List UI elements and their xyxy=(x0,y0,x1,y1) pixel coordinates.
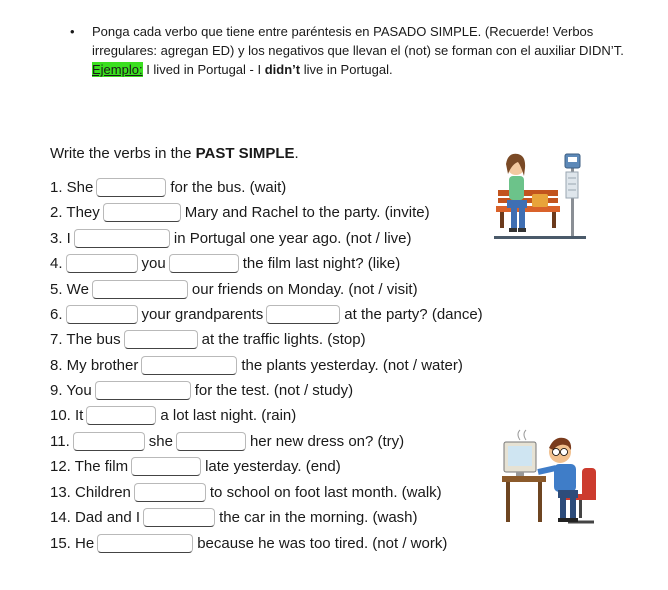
answer-blank[interactable] xyxy=(86,406,156,425)
item-text: she xyxy=(148,433,173,450)
item-text: for the test. (not / study) xyxy=(194,382,354,399)
item-text: 6. xyxy=(50,306,63,323)
title-prefix: Write the verbs in the xyxy=(50,145,196,162)
item-text: at the traffic lights. (stop) xyxy=(201,331,366,348)
computer-illustration xyxy=(498,428,602,528)
exercise-item xyxy=(50,203,430,223)
item-text: 12. The film xyxy=(50,458,129,475)
item-text: the car in the morning. (wash) xyxy=(219,509,418,526)
item-text: to school on foot last month. (walk) xyxy=(209,484,442,501)
bullet-point: • xyxy=(70,24,75,39)
answer-blank[interactable] xyxy=(96,178,166,197)
example-text-1: I lived in Portugal - I xyxy=(142,62,265,77)
item-text: 10. It xyxy=(50,407,84,424)
exercise-item xyxy=(50,381,353,401)
item-text: in Portugal one year ago. (not / live) xyxy=(173,230,412,247)
answer-blank[interactable] xyxy=(73,432,145,451)
title-suffix: . xyxy=(294,145,299,162)
answer-blank[interactable] xyxy=(124,330,198,349)
item-text: 11. xyxy=(50,433,70,450)
exercise-item xyxy=(50,254,400,274)
exercise-item xyxy=(50,178,286,198)
item-text: 8. My brother xyxy=(50,357,139,374)
answer-blank[interactable] xyxy=(134,483,206,502)
item-text: the plants yesterday. (not / water) xyxy=(241,357,463,374)
answer-blank[interactable] xyxy=(169,254,239,273)
answer-blank[interactable] xyxy=(66,254,138,273)
item-text: her new dress on? (try) xyxy=(249,433,405,450)
item-text: your grandparents xyxy=(141,306,264,323)
item-text: 2. They xyxy=(50,204,100,221)
answer-blank[interactable] xyxy=(143,508,215,527)
exercise-title xyxy=(50,144,299,164)
instruction-text: Ponga cada verbo que tiene entre paréntesis en PASADO SIMPLE. (Recuerde! Verbos irregulares: agregan ED) y los negativos que llevan el (not) se forman con el auxiliar DIDN’T. xyxy=(92,24,624,58)
exercise-item xyxy=(50,432,404,452)
example-text-2: live in Portugal. xyxy=(300,62,393,77)
answer-blank[interactable] xyxy=(103,203,181,222)
example-bold: didn’t xyxy=(264,62,301,77)
exercise-item xyxy=(50,280,418,300)
answer-blank[interactable] xyxy=(131,457,201,476)
exercise-item xyxy=(50,356,463,376)
item-text: a lot last night. (rain) xyxy=(160,407,297,424)
item-text: 4. xyxy=(50,255,63,272)
item-text: 13. Children xyxy=(50,484,131,501)
item-text: at the party? (dance) xyxy=(344,306,483,323)
item-text: 15. He xyxy=(50,535,95,552)
item-text: 14. Dad and I xyxy=(50,509,141,526)
bus-stop-illustration xyxy=(494,148,586,242)
exercise-item xyxy=(50,534,447,554)
item-text: 7. The bus xyxy=(50,331,121,348)
exercise-item xyxy=(50,457,341,477)
example-label: Ejemplo: xyxy=(92,62,143,77)
exercise-item xyxy=(50,508,418,528)
answer-blank[interactable] xyxy=(74,229,170,248)
exercise-item xyxy=(50,406,296,426)
answer-blank[interactable] xyxy=(176,432,246,451)
exercise-item xyxy=(50,305,483,325)
exercise-item xyxy=(50,483,442,503)
item-text: late yesterday. (end) xyxy=(205,458,341,475)
item-text: because he was too tired. (not / work) xyxy=(197,535,448,552)
answer-blank[interactable] xyxy=(141,356,237,375)
item-text: 3. I xyxy=(50,230,71,247)
instructions xyxy=(92,22,632,79)
exercise-item xyxy=(50,330,366,350)
item-text: 9. You xyxy=(50,382,92,399)
title-bold: PAST SIMPLE xyxy=(195,145,295,162)
item-text: 1. She xyxy=(50,179,94,196)
item-text: the film last night? (like) xyxy=(242,255,401,272)
item-text: for the bus. (wait) xyxy=(170,179,287,196)
item-text: our friends on Monday. (not / visit) xyxy=(191,281,418,298)
item-text: 5. We xyxy=(50,281,89,298)
answer-blank[interactable] xyxy=(92,280,188,299)
answer-blank[interactable] xyxy=(95,381,191,400)
item-text: Mary and Rachel to the party. (invite) xyxy=(184,204,430,221)
exercise-item xyxy=(50,229,412,249)
answer-blank[interactable] xyxy=(97,534,193,553)
answer-blank[interactable] xyxy=(266,305,340,324)
item-text: you xyxy=(141,255,166,272)
answer-blank[interactable] xyxy=(66,305,138,324)
